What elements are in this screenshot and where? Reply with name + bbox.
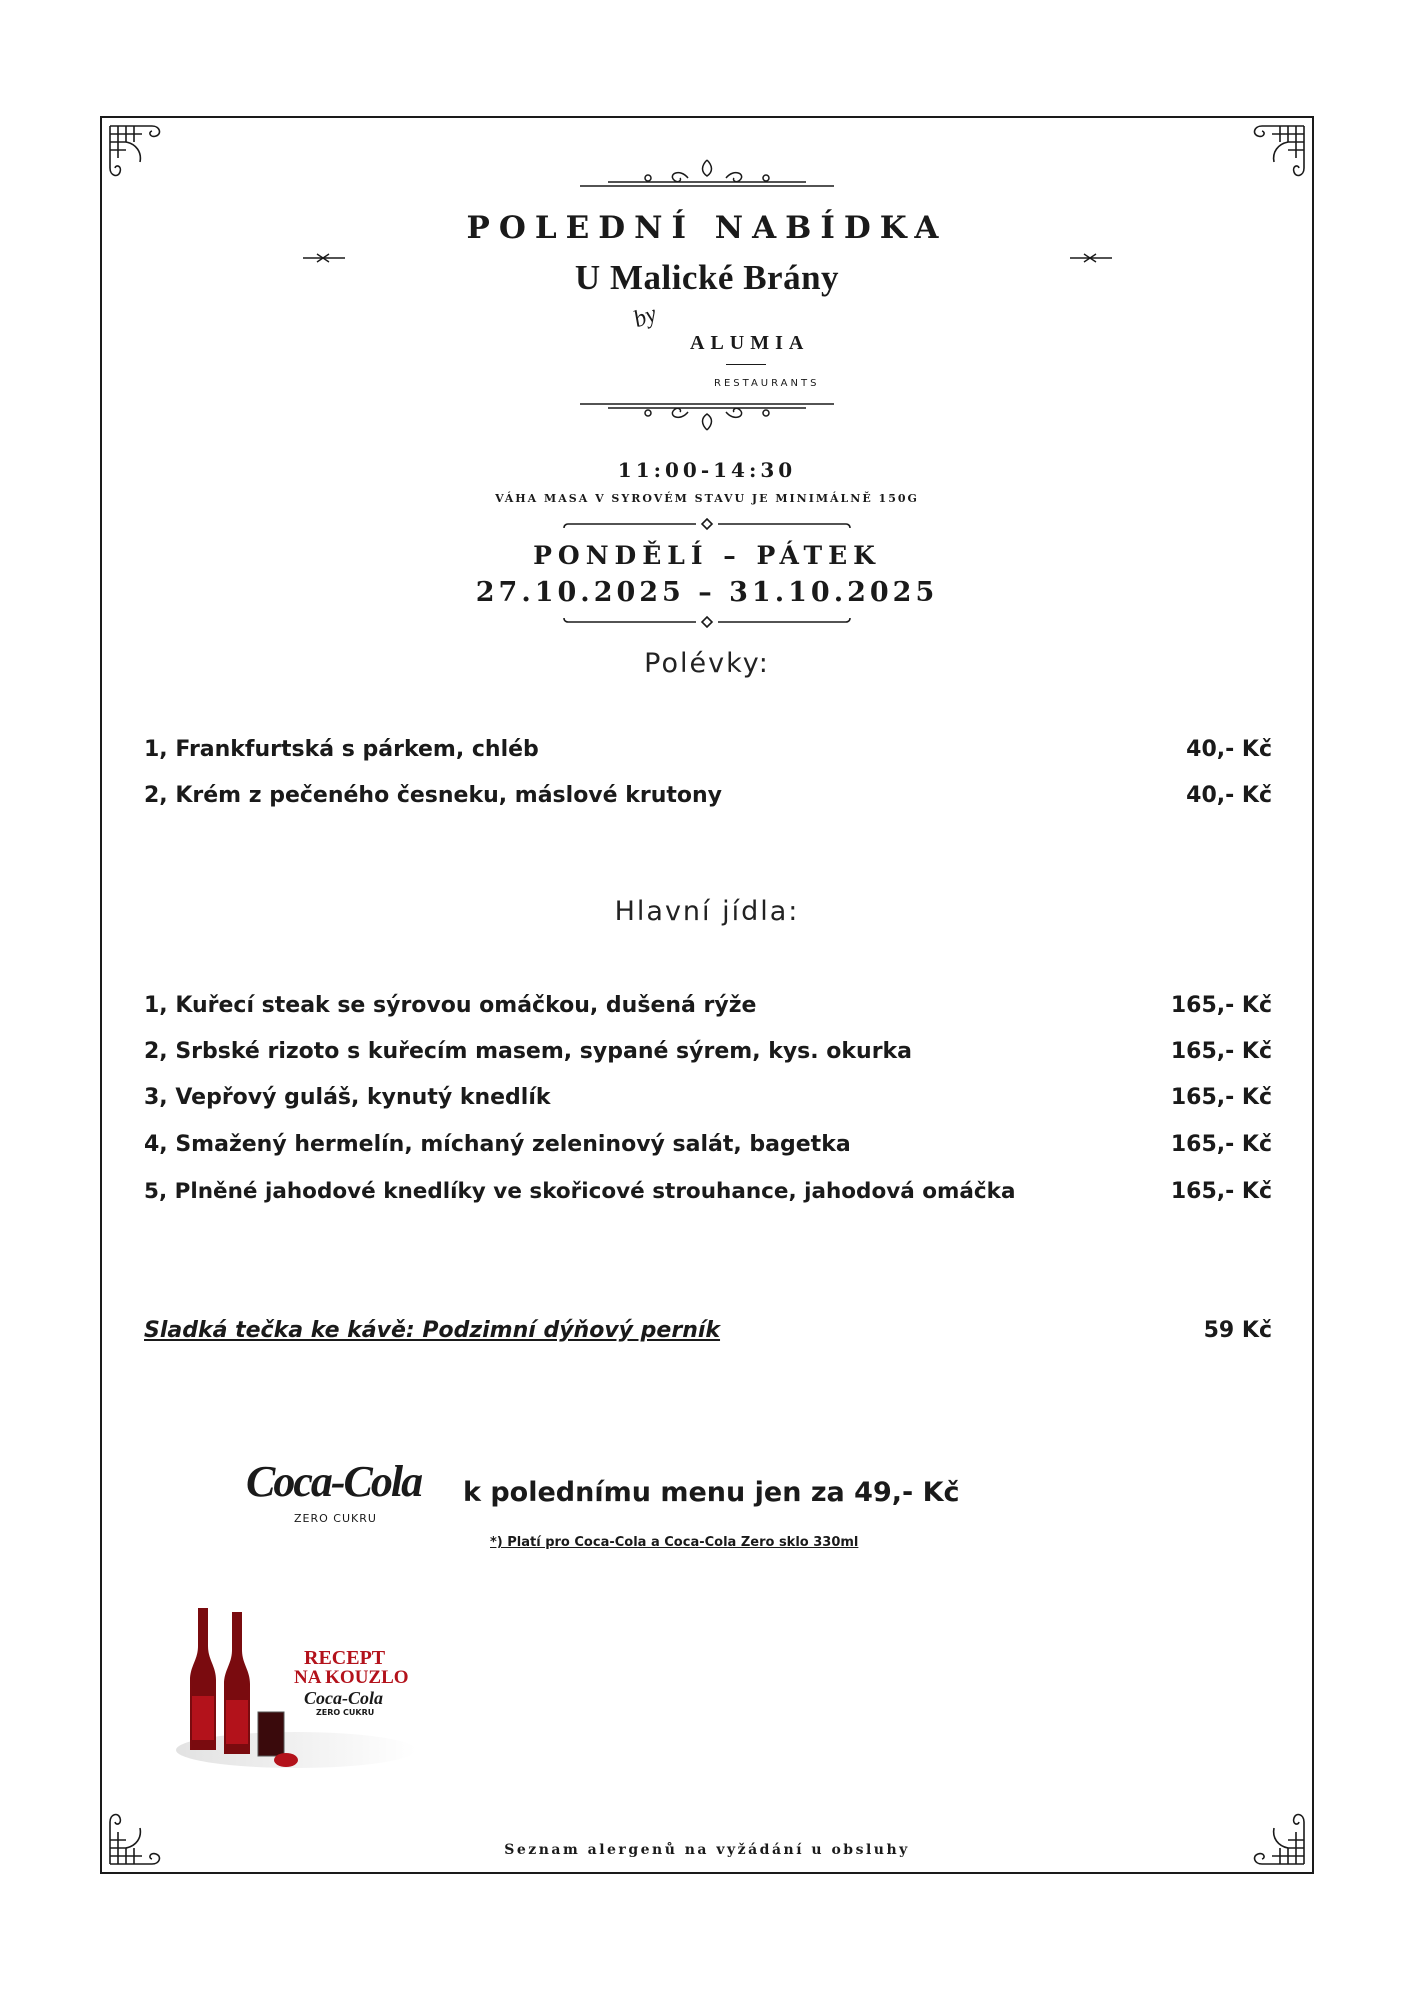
soup-item-name: 2, Krém z pečeného česneku, máslové krutony [144,783,723,808]
promo-text: k polednímu menu jen za 49,- Kč [463,1477,960,1508]
coca-cola-ad-image [176,1600,436,1790]
main-item-price: 165,- Kč [1170,993,1272,1018]
soups-heading: Polévky: [644,648,770,679]
soup-item-name: 1, Frankfurtská s párkem, chléb [144,737,539,762]
main-item-price: 165,- Kč [1170,1132,1272,1157]
top-flourish-icon [578,156,836,190]
restaurant-name: U Malické Brány [574,258,840,297]
main-item-price: 165,- Kč [1170,1179,1272,1204]
logo-by-text: by [630,300,661,334]
main-item-name: 3, Vepřový guláš, kynutý knedlík [144,1085,551,1110]
dessert-price: 59 Kč [1203,1318,1272,1343]
promo-note: *) Platí pro Coca-Cola a Coca-Cola Zero sklo 330ml [490,1535,859,1550]
main-item-price: 165,- Kč [1170,1039,1272,1064]
page-title: POLEDNÍ NABÍDKA [466,210,948,246]
logo-brand-text: ALUMIA [690,332,810,354]
soup-item-price: 40,- Kč [1186,783,1272,808]
corner-ornament-icon [1244,124,1306,186]
ad-tagline [294,1648,434,1718]
bottom-flourish-icon [578,400,836,434]
main-item-name: 4, Smažený hermelín, míchaný zeleninový salát, bagetka [144,1132,851,1157]
alumia-logo [630,302,850,392]
weight-note: VÁHA MASA V SYROVÉM STAVU JE MINIMÁLNĚ 150G [495,492,919,505]
main-item-price: 165,- Kč [1170,1085,1272,1110]
divider-ornament-icon [562,518,852,532]
coca-cola-wordmark: Coca-Cola [246,1457,422,1506]
ad-sub: ZERO CUKRU [316,1708,375,1717]
logo-sub-text: RESTAURANTS [714,378,820,389]
ad-line1: RECEPT [304,1647,386,1669]
ad-line2: NA KOUZLO [294,1667,409,1688]
days-range: PONDĚLÍ – PÁTEK [533,541,881,570]
opening-hours: 11:00-14:30 [617,458,797,482]
soup-item-price: 40,- Kč [1186,737,1272,762]
coca-cola-sub: ZERO CUKRU [294,1512,377,1525]
main-item-name: 2, Srbské rizoto s kuřecím masem, sypané sýrem, kys. okurka [144,1039,913,1064]
main-item-name: 1, Kuřecí steak se sýrovou omáčkou, dušená rýže [144,993,757,1018]
ad-brand: Coca-Cola [304,1688,383,1708]
main-item-name: 5, Plněné jahodové knedlíky ve skořicové strouhance, jahodová omáčka [144,1179,1016,1204]
logo-underline [726,364,766,365]
mains-heading: Hlavní jídla: [614,896,800,927]
allergen-note: Seznam alergenů na vyžádání u obsluhy [504,1842,910,1858]
coca-cola-logo [246,1456,426,1532]
dessert-name: Sladká tečka ke kávě: Podzimní dýňový perník [144,1318,721,1343]
date-range: 27.10.2025 – 31.10.2025 [475,577,939,608]
corner-ornament-icon [108,124,170,186]
divider-ornament-icon [562,614,852,628]
